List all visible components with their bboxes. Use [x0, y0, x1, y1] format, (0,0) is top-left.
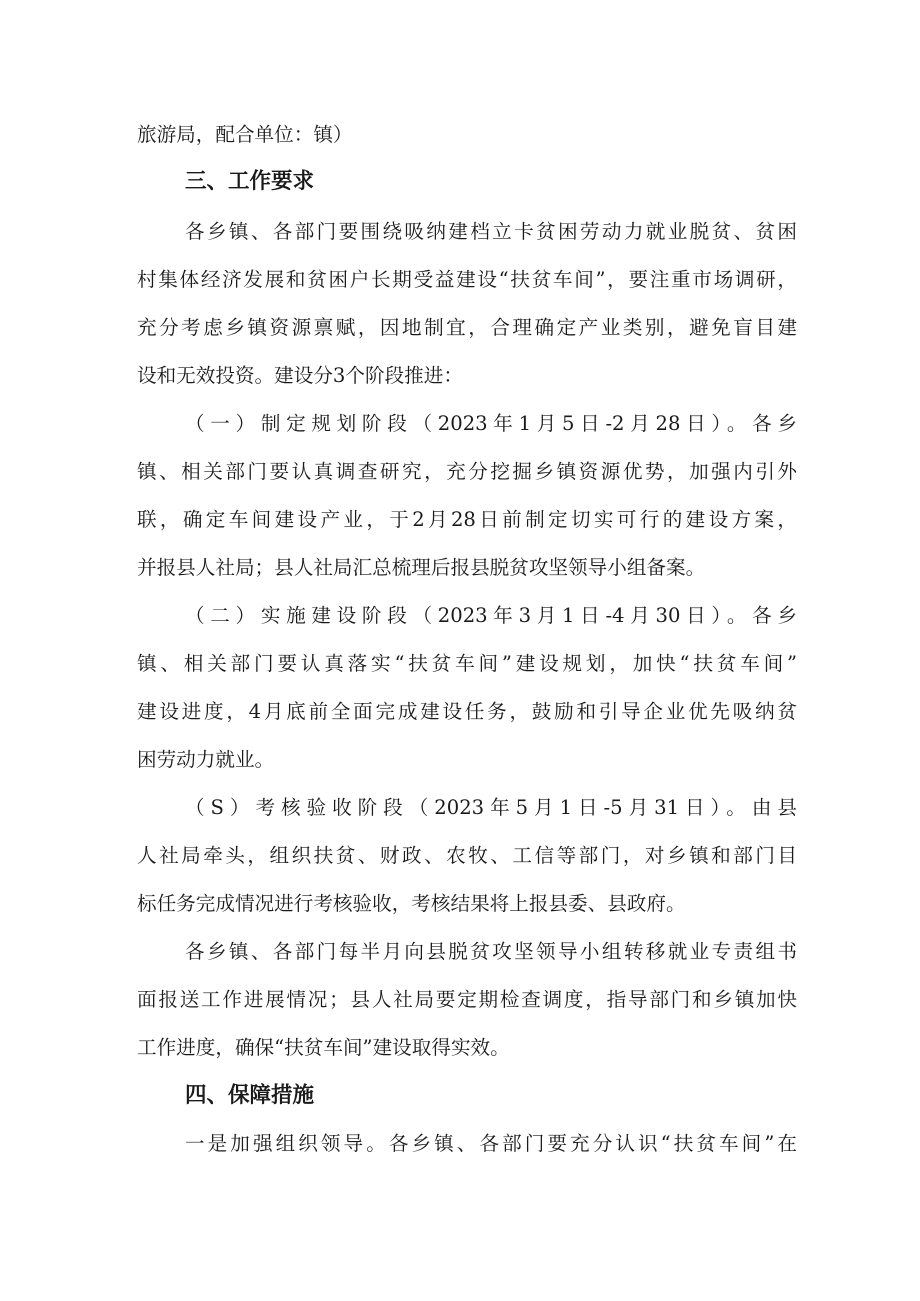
section-heading-safeguard-measures: 四、保障措施 — [185, 1083, 315, 1108]
text-line: 充分考虑乡镇资源禀赋，因地制宜，合理确定产业类别，避免盲目建 — [137, 316, 797, 339]
text-line: 标任务完成情况进行考核验收，考核结果将上报县委、县政府。 — [137, 892, 686, 915]
text-line: 旅游局，配合单位：镇） — [137, 123, 353, 146]
text-line: 工作进度，确保“扶贫车间”建设取得实效。 — [137, 1036, 510, 1059]
text-line: 各乡镇、各部门每半月向县脱贫攻坚领导小组转移就业专责组书 — [185, 940, 797, 963]
text-line: 各乡镇、各部门要围绕吸纳建档立卡贫困劳动力就业脱贫、贫困 — [185, 220, 797, 243]
text-line: （二）实施建设阶段（2023年3月1日-4月30日）。各乡 — [185, 604, 797, 627]
text-line: 镇、相关部门要认真调查研究，充分挖掘乡镇资源优势，加强内引外 — [137, 460, 797, 483]
text-line: 村集体经济发展和贫困户长期受益建设“扶贫车间”，要注重市场调研， — [137, 268, 797, 291]
text-line: （S）考核验收阶段（2023年5月1日-5月31日）。由县 — [185, 796, 797, 819]
text-line: 人社局牵头，组织扶贫、财政、农牧、工信等部门，对乡镇和部门目 — [137, 844, 797, 867]
text-line: 面报送工作进展情况；县人社局要定期检查调度，指导部门和乡镇加快 — [137, 988, 797, 1011]
text-line: （一）制定规划阶段（2023年1月5日-2月28日）。各乡 — [185, 412, 797, 435]
text-line: 建设进度，4月底前全面完成建设任务，鼓励和引导企业优先吸纳贫 — [137, 700, 797, 723]
text-line: 设和无效投资。建设分3个阶段推进： — [137, 364, 463, 387]
text-line: 联，确定车间建设产业，于2月28日前制定切实可行的建设方案， — [137, 508, 797, 531]
section-heading-work-requirements: 三、工作要求 — [185, 169, 315, 194]
text-line: 困劳动力就业。 — [137, 748, 275, 771]
text-line: 一是加强组织领导。各乡镇、各部门要充分认识“扶贫车间”在 — [185, 1132, 797, 1155]
text-line: 镇、相关部门要认真落实“扶贫车间”建设规划，加快“扶贫车间” — [137, 652, 797, 675]
text-line: 并报县人社局；县人社局汇总梳理后报县脱贫攻坚领导小组备案。 — [137, 556, 706, 579]
